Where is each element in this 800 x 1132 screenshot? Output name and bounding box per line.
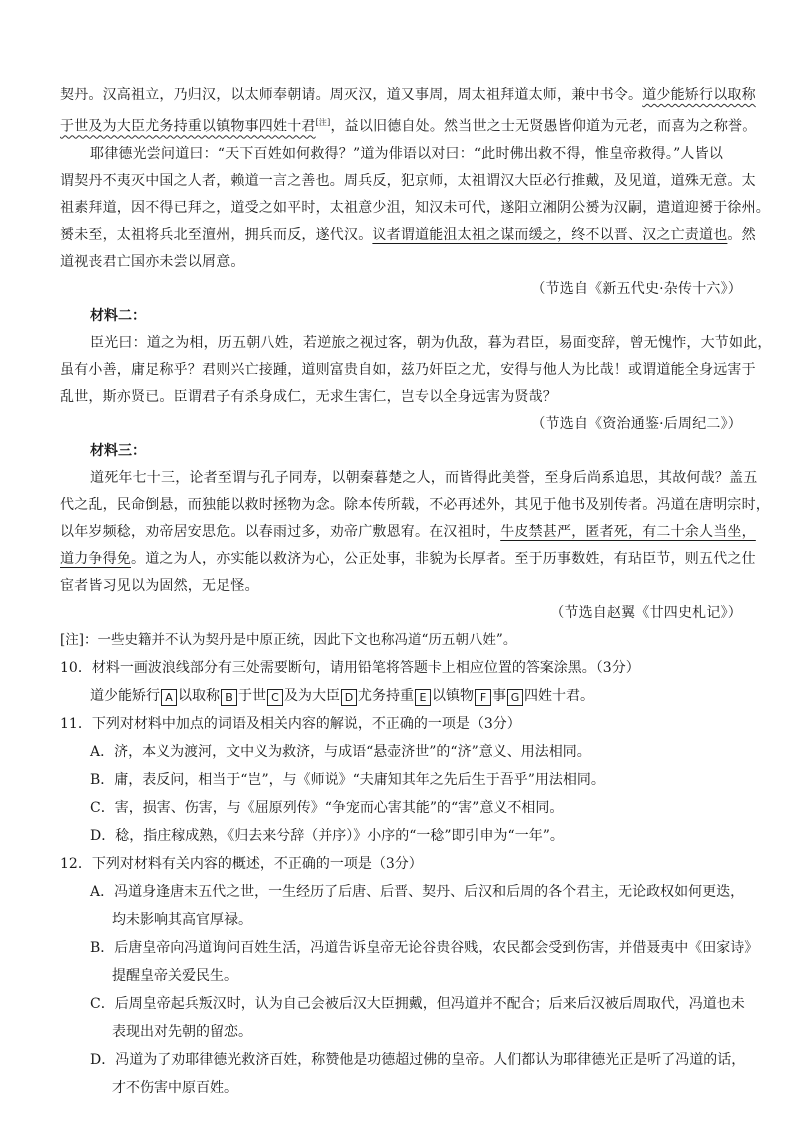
passage2-line-2: 虽有小善，庸足称乎？君则兴亡接踵，道则富贵自如，兹乃奸臣之尤，安得与他人为比哉！或谓道能全身远害于 xyxy=(60,361,756,378)
question-12-option-a: A．冯道身逢唐末五代之世，一生经历了后唐、后晋、契丹、后汉和后周的各个君主，无论政权如何更迭， xyxy=(90,883,745,900)
passage3-line-4: 道力争得免。道之为人，亦实能以救济为心，公正处事，非貌为长厚者。至于历事数姓，有玷臣节，则五代之仕 xyxy=(60,550,756,567)
question-12-stem: 12．下列对材料有关内容的概述，不正确的一项是（3分） xyxy=(60,855,423,872)
passage3-line-1: 道死年七十三，论者至谓与孔子同寿，以朝秦暮楚之人，而皆得此美誉，至身后尚系追思，其故何哉？盖五 xyxy=(90,469,758,486)
answer-box-f[interactable]: F xyxy=(475,689,491,706)
question-12-option-a-cont: 均未影响其高官厚禄。 xyxy=(112,911,252,928)
question-11-option-a: A．济，本义为渡河，文中义为救济，与成语“悬壶济世”的“济”意义、用法相同。 xyxy=(90,743,591,760)
footnote: [注]：一些史籍并不认为契丹是中原正统，因此下文也称冯道“历五朝八姓”。 xyxy=(60,631,517,648)
question-11-option-b: B．庸，表反问，相当于“岂”，与《师说》“夫庸知其年之先后生于吾乎”用法相同。 xyxy=(90,771,605,788)
passage2-line-3: 乱世，斯亦贤已。臣谓君子有杀身成仁，无求生害仁，岂专以全身远害为贤哉？ xyxy=(60,388,557,405)
answer-box-c[interactable]: C xyxy=(267,689,283,706)
question-11-stem: 11．下列对材料中加点的词语及相关内容的解说，不正确的一项是（3分） xyxy=(60,715,521,732)
question-12-option-b: B．后唐皇帝向冯道询问百姓生活，冯道告诉皇帝无论谷贵谷贱，农民都会受到伤害，并借聂夷中《田家诗》 xyxy=(90,939,759,956)
passage1-line-5: 祖素拜道，因不得已拜之，道受之如平时，太祖意少沮，知汉未可代，遂阳立湘阴公赟为汉嗣，遣道迎赟于徐州。 xyxy=(60,199,770,216)
material-3-heading: 材料三： xyxy=(90,442,146,459)
underlined-sentence: 道力争得免 xyxy=(60,550,131,567)
wavy-underlined-text: 于世及为大臣尤务持重以镇物事四姓十君 xyxy=(60,118,316,135)
passage1-line-3: 耶律德光尝问道曰：“天下百姓如何救得？”道为俳语以对曰：“此时佛出救不得，惟皇帝救得。”人皆以 xyxy=(90,145,724,162)
question-10-stem: 10．材料一画波浪线部分有三处需要断句，请用铅笔将答题卡上相应位置的答案涂黑。（3分） xyxy=(60,659,640,676)
underlined-sentence: 议者谓道能沮太祖之谋而缓之，终不以晋、汉之亡责道也 xyxy=(372,226,728,243)
question-11-option-c: C．害，损害、伤害，与《屈原列传》“争宠而心害其能”的“害”意义不相同。 xyxy=(90,799,564,816)
passage2-line-1: 臣光曰：道之为相，历五朝八姓，若逆旅之视过客，朝为仇敌，暮为君臣，易面变辞，曾无愧怍，大节如此， xyxy=(90,334,772,351)
answer-box-e[interactable]: E xyxy=(415,689,431,706)
underlined-sentence: 牛皮禁甚严，匿者死，有二十余人当坐， xyxy=(500,523,756,540)
question-12-option-d: D．冯道为了劝耶律德光救济百姓，称赞他是功德超过佛的皇帝。人们都认为耶律德光正是听了冯道的话， xyxy=(90,1051,746,1068)
answer-box-a[interactable]: A xyxy=(161,689,177,706)
question-12-option-d-cont: 才不伤害中原百姓。 xyxy=(112,1079,238,1096)
passage1-line-6: 赟未至，太祖将兵北至澶州，拥兵而反，遂代汉。议者谓道能沮太祖之谋而缓之，终不以晋、汉之亡责道也。然 xyxy=(60,226,756,243)
answer-box-g[interactable]: G xyxy=(507,689,523,706)
exam-page xyxy=(60,82,772,1102)
footnote-marker: [注] xyxy=(315,118,331,127)
question-11-option-d: D．稔，指庄稼成熟，《归去来兮辞（并序）》小序的“一稔”即引申为“一年”。 xyxy=(90,827,564,844)
passage3-line-5: 宦者皆习见以为固然，无足怪。 xyxy=(60,577,259,594)
wavy-underlined-text: 道少能矫行以取称 xyxy=(642,87,756,103)
passage2-source: （节选自《资治通鉴·后周纪二》） xyxy=(531,415,742,432)
passage1-line-1: 契丹。汉高祖立，乃归汉，以太师奉朝请。周灭汉，道又事周，周太祖拜道太师，兼中书令。道少能矫行以取称 xyxy=(60,87,756,103)
material-2-heading: 材料二： xyxy=(90,307,146,324)
passage3-source: （节选自赵翼《廿四史札记》） xyxy=(550,604,742,621)
passage1-line-7: 道视丧君亡国亦未尝以屑意。 xyxy=(60,253,245,270)
answer-box-b[interactable]: B xyxy=(221,689,237,706)
question-10-sentence: 道少能矫行 A 以取称 B 于世 C 及为大臣 D 尤务持重 E 以镇物 F 事 G 四姓十君。 xyxy=(90,687,594,704)
passage3-line-3: 以年岁频稔，劝帝居安思危。以春雨过多，劝帝广敷恩宥。在汉祖时，牛皮禁甚严，匿者死，有二十余人当坐， xyxy=(60,523,756,540)
question-12-option-c: C．后周皇帝起兵叛汉时，认为自己会被后汉大臣拥戴，但冯道并不配合；后来后汉被后周取代，冯道也未 xyxy=(90,995,745,1012)
question-12-option-b-cont: 提醒皇帝关爱民生。 xyxy=(112,967,238,984)
passage1-line-4: 谓契丹不夷灭中国之人者，赖道一言之善也。周兵反，犯京师，太祖谓汉大臣必行推戴，及见道，道殊无意。太 xyxy=(60,172,756,189)
passage1-line-2: 于世及为大臣尤务持重以镇物事四姓十君[注]，益以旧德自处。然当世之士无贤愚皆仰道为元老，而喜为之称誉。 xyxy=(60,118,757,135)
passage3-line-2: 代之乱，民命倒悬，而独能以救时拯物为念。除本传所载，不必再述外，其见于他书及别传者。冯道在唐明宗时， xyxy=(60,496,770,513)
passage1-source: （节选自《新五代史·杂传十六》） xyxy=(531,280,742,297)
answer-box-d[interactable]: D xyxy=(341,689,357,706)
question-12-option-c-cont: 表现出对先朝的留恋。 xyxy=(112,1023,252,1040)
